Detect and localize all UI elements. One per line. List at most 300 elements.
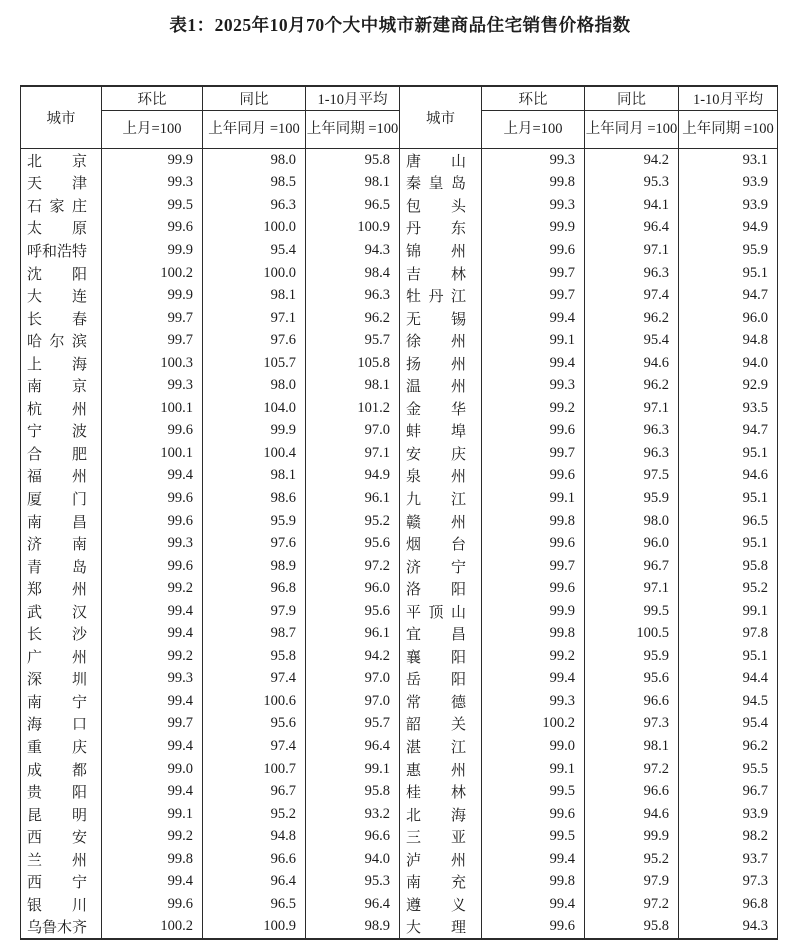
value-cell: 97.2: [306, 555, 400, 578]
value-cell: 99.9: [102, 149, 203, 172]
value-cell: 96.3: [585, 262, 679, 285]
value-cell: 96.4: [306, 735, 400, 758]
city-cell: [21, 420, 102, 443]
value-cell: 99.4: [482, 893, 585, 916]
value-cell: 99.7: [482, 284, 585, 307]
city-cell: [400, 758, 482, 781]
value-cell: 105.7: [203, 352, 306, 375]
value-cell: 94.7: [679, 284, 778, 307]
value-cell: 97.8: [679, 622, 778, 645]
value-cell: 99.3: [482, 690, 585, 713]
city-cell: [21, 848, 102, 871]
value-cell: 97.1: [203, 307, 306, 330]
city-name: 韶关: [406, 717, 466, 734]
header-city-right: 城市: [400, 86, 482, 149]
city-name: 重庆: [27, 739, 87, 756]
city-name: 呼和浩特: [27, 243, 88, 260]
city-name: 长春: [27, 311, 87, 328]
value-cell: 99.4: [102, 600, 203, 623]
city-cell: [21, 803, 102, 826]
value-cell: 99.4: [102, 735, 203, 758]
city-name: 锦州: [406, 243, 466, 260]
city-cell: [400, 668, 482, 691]
value-cell: 99.7: [482, 442, 585, 465]
value-cell: 95.8: [585, 916, 679, 940]
value-cell: 95.4: [679, 713, 778, 736]
city-name: 岳阳: [406, 672, 466, 689]
value-cell: 97.0: [306, 668, 400, 691]
value-cell: 99.5: [585, 600, 679, 623]
value-cell: 99.6: [482, 916, 585, 940]
city-cell: [21, 442, 102, 465]
city-cell: [400, 239, 482, 262]
city-name: 襄阳: [406, 649, 466, 666]
city-name: 石家庄: [27, 198, 87, 215]
city-cell: [21, 149, 102, 172]
value-cell: 99.6: [102, 217, 203, 240]
value-cell: 98.0: [203, 149, 306, 172]
value-cell: 98.2: [679, 825, 778, 848]
city-cell: [21, 532, 102, 555]
table-row: [21, 916, 778, 940]
city-name: 泉州: [406, 469, 466, 486]
value-cell: 99.5: [102, 194, 203, 217]
value-cell: 98.9: [306, 916, 400, 940]
value-cell: 99.9: [102, 284, 203, 307]
value-cell: 99.3: [482, 149, 585, 172]
city-name: 长沙: [27, 627, 87, 644]
value-cell: 95.2: [203, 803, 306, 826]
table-row: [21, 149, 778, 172]
city-name: 湛江: [406, 739, 466, 756]
value-cell: 99.9: [585, 825, 679, 848]
value-cell: 99.5: [482, 825, 585, 848]
value-cell: 94.9: [679, 217, 778, 240]
header-yoy-left: 同比: [203, 86, 306, 111]
city-name: 温州: [406, 379, 466, 396]
city-cell: [21, 307, 102, 330]
value-cell: 95.8: [679, 555, 778, 578]
value-cell: 99.2: [102, 645, 203, 668]
city-name: 北京: [27, 153, 87, 170]
value-cell: 99.3: [482, 374, 585, 397]
city-name: 宁波: [27, 424, 87, 441]
value-cell: 97.6: [203, 329, 306, 352]
city-name: 蚌埠: [406, 424, 466, 441]
price-index-table: [20, 85, 778, 940]
value-cell: 99.1: [102, 803, 203, 826]
city-name: 三亚: [406, 830, 466, 847]
table-row: [21, 284, 778, 307]
value-cell: 95.8: [306, 149, 400, 172]
city-name: 西安: [27, 830, 87, 847]
value-cell: 99.6: [482, 577, 585, 600]
city-cell: [400, 600, 482, 623]
table-row: [21, 713, 778, 736]
value-cell: 99.9: [482, 600, 585, 623]
header-avg-right: 1-10月平均: [679, 86, 778, 111]
value-cell: 96.4: [306, 893, 400, 916]
header-yoy-right: 同比: [585, 86, 679, 111]
value-cell: 99.3: [102, 172, 203, 195]
value-cell: 97.9: [203, 600, 306, 623]
value-cell: 98.6: [203, 487, 306, 510]
city-cell: [21, 487, 102, 510]
value-cell: 97.6: [203, 532, 306, 555]
table-row: [21, 735, 778, 758]
value-cell: 96.3: [306, 284, 400, 307]
value-cell: 97.3: [679, 871, 778, 894]
table-row: [21, 780, 778, 803]
value-cell: 100.0: [203, 217, 306, 240]
value-cell: 105.8: [306, 352, 400, 375]
value-cell: 95.1: [679, 442, 778, 465]
value-cell: 95.4: [203, 239, 306, 262]
value-cell: 95.6: [585, 668, 679, 691]
value-cell: 96.2: [679, 735, 778, 758]
value-cell: 95.1: [679, 645, 778, 668]
table-row: [21, 420, 778, 443]
city-name: 包头: [406, 198, 466, 215]
value-cell: 99.9: [203, 420, 306, 443]
table-row: [21, 442, 778, 465]
value-cell: 96.5: [679, 510, 778, 533]
value-cell: 99.4: [102, 622, 203, 645]
value-cell: 95.6: [203, 713, 306, 736]
value-cell: 95.7: [306, 329, 400, 352]
table-row: [21, 172, 778, 195]
city-name: 西宁: [27, 875, 87, 892]
value-cell: 93.7: [679, 848, 778, 871]
value-cell: 94.3: [306, 239, 400, 262]
value-cell: 99.1: [482, 758, 585, 781]
value-cell: 95.2: [585, 848, 679, 871]
value-cell: 100.2: [102, 262, 203, 285]
value-cell: 99.4: [102, 690, 203, 713]
value-cell: 99.3: [102, 668, 203, 691]
value-cell: 96.7: [679, 780, 778, 803]
city-cell: [400, 149, 482, 172]
value-cell: 99.4: [102, 465, 203, 488]
city-name: 银川: [27, 897, 87, 914]
value-cell: 99.1: [482, 487, 585, 510]
value-cell: 92.9: [679, 374, 778, 397]
value-cell: 95.9: [585, 645, 679, 668]
value-cell: 99.7: [102, 307, 203, 330]
city-name: 桂林: [406, 785, 466, 802]
city-name: 郑州: [27, 582, 87, 599]
value-cell: 97.0: [306, 690, 400, 713]
city-cell: [400, 713, 482, 736]
value-cell: 97.1: [306, 442, 400, 465]
city-name: 北海: [406, 807, 466, 824]
city-name: 丹东: [406, 221, 466, 238]
city-cell: [400, 825, 482, 848]
value-cell: 95.7: [306, 713, 400, 736]
city-name: 福州: [27, 469, 87, 486]
city-name: 惠州: [406, 762, 466, 779]
value-cell: 96.6: [203, 848, 306, 871]
value-cell: 99.8: [482, 622, 585, 645]
city-cell: [21, 735, 102, 758]
value-cell: 98.1: [306, 172, 400, 195]
value-cell: 98.5: [203, 172, 306, 195]
value-cell: 98.1: [585, 735, 679, 758]
value-cell: 94.8: [203, 825, 306, 848]
value-cell: 100.0: [203, 262, 306, 285]
value-cell: 99.4: [102, 780, 203, 803]
value-cell: 99.1: [679, 600, 778, 623]
city-cell: [400, 893, 482, 916]
city-cell: [21, 713, 102, 736]
value-cell: 95.6: [306, 532, 400, 555]
city-cell: [400, 442, 482, 465]
city-cell: [400, 487, 482, 510]
city-name: 武汉: [27, 604, 87, 621]
value-cell: 99.4: [482, 668, 585, 691]
city-cell: [21, 577, 102, 600]
city-name: 南昌: [27, 514, 87, 531]
table-row: [21, 871, 778, 894]
value-cell: 96.2: [585, 307, 679, 330]
city-cell: [400, 510, 482, 533]
value-cell: 99.8: [482, 510, 585, 533]
value-cell: 99.4: [482, 352, 585, 375]
value-cell: 97.3: [585, 713, 679, 736]
value-cell: 99.6: [482, 420, 585, 443]
header-mom-base-left: 上月=100: [102, 111, 203, 149]
city-cell: [21, 194, 102, 217]
value-cell: 100.5: [585, 622, 679, 645]
value-cell: 97.1: [585, 577, 679, 600]
value-cell: 96.8: [203, 577, 306, 600]
city-name: 昆明: [27, 807, 87, 824]
city-name: 上海: [27, 356, 87, 373]
value-cell: 95.8: [203, 645, 306, 668]
city-cell: [21, 172, 102, 195]
table-row: [21, 622, 778, 645]
city-cell: [400, 690, 482, 713]
value-cell: 100.9: [306, 217, 400, 240]
value-cell: 95.1: [679, 532, 778, 555]
value-cell: 100.1: [102, 442, 203, 465]
table-row: [21, 487, 778, 510]
table-body: [21, 149, 778, 940]
value-cell: 99.3: [102, 374, 203, 397]
table-row: [21, 645, 778, 668]
value-cell: 95.1: [679, 487, 778, 510]
value-cell: 96.3: [203, 194, 306, 217]
city-cell: [400, 194, 482, 217]
city-name: 烟台: [406, 537, 466, 554]
city-cell: [400, 465, 482, 488]
value-cell: 96.7: [585, 555, 679, 578]
value-cell: 98.9: [203, 555, 306, 578]
value-cell: 97.1: [585, 397, 679, 420]
city-cell: [21, 262, 102, 285]
city-cell: [21, 871, 102, 894]
value-cell: 96.1: [306, 487, 400, 510]
table-row: [21, 803, 778, 826]
value-cell: 96.2: [306, 307, 400, 330]
city-name: 金华: [406, 401, 466, 418]
value-cell: 94.8: [679, 329, 778, 352]
value-cell: 98.0: [585, 510, 679, 533]
header-avg-base-left: 上年同期 =100: [306, 111, 400, 149]
city-cell: [21, 916, 102, 940]
value-cell: 93.9: [679, 194, 778, 217]
value-cell: 95.9: [203, 510, 306, 533]
city-cell: [21, 329, 102, 352]
city-cell: [21, 374, 102, 397]
city-name: 秦皇岛: [406, 176, 466, 193]
value-cell: 95.2: [306, 510, 400, 533]
city-name: 吉林: [406, 266, 466, 283]
value-cell: 99.6: [482, 465, 585, 488]
value-cell: 97.4: [203, 668, 306, 691]
header-city-left: 城市: [21, 86, 102, 149]
city-cell: [21, 600, 102, 623]
city-name: 哈尔滨: [27, 334, 87, 351]
value-cell: 101.2: [306, 397, 400, 420]
value-cell: 97.5: [585, 465, 679, 488]
table-row: [21, 397, 778, 420]
city-cell: [400, 284, 482, 307]
value-cell: 93.2: [306, 803, 400, 826]
value-cell: 96.3: [585, 420, 679, 443]
header-mom-right: 环比: [482, 86, 585, 111]
table-row: [21, 194, 778, 217]
city-cell: [400, 871, 482, 894]
city-name: 遵义: [406, 897, 466, 914]
value-cell: 99.7: [102, 329, 203, 352]
table-header: [21, 86, 778, 149]
city-cell: [400, 780, 482, 803]
value-cell: 95.4: [585, 329, 679, 352]
value-cell: 97.4: [203, 735, 306, 758]
city-name: 海口: [27, 717, 87, 734]
value-cell: 97.4: [585, 284, 679, 307]
value-cell: 96.6: [585, 690, 679, 713]
city-name: 大理: [406, 920, 466, 937]
value-cell: 100.7: [203, 758, 306, 781]
value-cell: 99.2: [102, 825, 203, 848]
header-avg-left: 1-10月平均: [306, 86, 400, 111]
value-cell: 94.6: [585, 352, 679, 375]
city-cell: [400, 374, 482, 397]
value-cell: 94.2: [585, 149, 679, 172]
value-cell: 99.6: [482, 532, 585, 555]
city-cell: [21, 397, 102, 420]
value-cell: 95.9: [585, 487, 679, 510]
value-cell: 100.6: [203, 690, 306, 713]
value-cell: 99.6: [102, 555, 203, 578]
value-cell: 99.4: [482, 307, 585, 330]
city-name: 兰州: [27, 852, 87, 869]
table-row: [21, 510, 778, 533]
value-cell: 98.7: [203, 622, 306, 645]
city-cell: [400, 420, 482, 443]
city-cell: [21, 510, 102, 533]
value-cell: 100.4: [203, 442, 306, 465]
value-cell: 99.4: [102, 871, 203, 894]
city-name: 深圳: [27, 672, 87, 689]
table-row: [21, 262, 778, 285]
table-row: [21, 352, 778, 375]
city-name: 合肥: [27, 446, 87, 463]
city-name: 南京: [27, 379, 87, 396]
value-cell: 93.9: [679, 172, 778, 195]
city-name: 厦门: [27, 491, 87, 508]
value-cell: 99.2: [482, 397, 585, 420]
value-cell: 96.5: [306, 194, 400, 217]
value-cell: 99.9: [482, 217, 585, 240]
table-row: [21, 532, 778, 555]
city-name: 徐州: [406, 334, 466, 351]
table-row: [21, 690, 778, 713]
value-cell: 99.6: [102, 487, 203, 510]
table-row: [21, 600, 778, 623]
header-avg-base-right: 上年同期 =100: [679, 111, 778, 149]
value-cell: 96.6: [585, 780, 679, 803]
table-row: [21, 329, 778, 352]
table-row: [21, 465, 778, 488]
city-cell: [400, 848, 482, 871]
city-name: 泸州: [406, 852, 466, 869]
value-cell: 94.0: [306, 848, 400, 871]
value-cell: 96.2: [585, 374, 679, 397]
value-cell: 99.4: [482, 848, 585, 871]
table-row: [21, 307, 778, 330]
value-cell: 99.5: [482, 780, 585, 803]
city-cell: [21, 352, 102, 375]
value-cell: 94.7: [679, 420, 778, 443]
city-cell: [400, 555, 482, 578]
table-row: [21, 217, 778, 240]
value-cell: 96.4: [203, 871, 306, 894]
header-yoy-base-left: 上年同月 =100: [203, 111, 306, 149]
city-name: 扬州: [406, 356, 466, 373]
value-cell: 99.2: [102, 577, 203, 600]
city-name: 南宁: [27, 694, 87, 711]
header-mom-base-right: 上月=100: [482, 111, 585, 149]
value-cell: 99.1: [482, 329, 585, 352]
value-cell: 97.0: [306, 420, 400, 443]
value-cell: 100.1: [102, 397, 203, 420]
city-cell: [21, 465, 102, 488]
value-cell: 94.5: [679, 690, 778, 713]
city-name: 济南: [27, 537, 87, 554]
value-cell: 99.0: [102, 758, 203, 781]
city-name: 济宁: [406, 559, 466, 576]
city-cell: [400, 307, 482, 330]
value-cell: 99.8: [482, 871, 585, 894]
value-cell: 99.3: [482, 194, 585, 217]
value-cell: 99.6: [102, 893, 203, 916]
value-cell: 100.9: [203, 916, 306, 940]
city-cell: [400, 645, 482, 668]
value-cell: 95.5: [679, 758, 778, 781]
value-cell: 95.3: [306, 871, 400, 894]
value-cell: 100.2: [482, 713, 585, 736]
table-row: [21, 239, 778, 262]
city-name: 沈阳: [27, 266, 87, 283]
table-row: [21, 555, 778, 578]
city-cell: [21, 284, 102, 307]
city-name: 青岛: [27, 559, 87, 576]
city-cell: [21, 622, 102, 645]
value-cell: 98.1: [203, 284, 306, 307]
